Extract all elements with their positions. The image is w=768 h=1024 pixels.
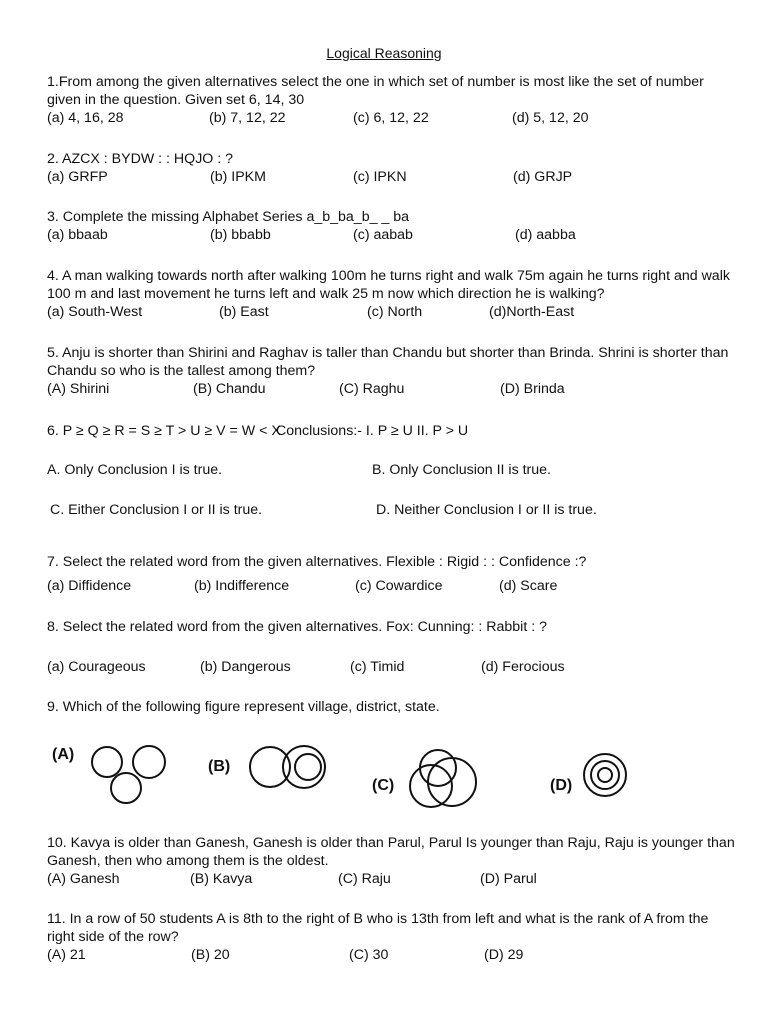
option-b[interactable]: (b) Indifference xyxy=(194,578,290,594)
circle xyxy=(111,773,141,803)
figure-a-label[interactable]: (A) xyxy=(52,746,75,763)
circle xyxy=(92,747,122,777)
figure-d-circles xyxy=(582,752,632,802)
options xyxy=(47,380,737,398)
question-text: 5. Anju is shorter than Shirini and Raghav is taller than Chandu but shorter than Brinda. Shrini is shorter than Chandu so who is the tallest among them? xyxy=(47,345,729,379)
question-text: 7. Select the related word from the given alternatives. Flexible : Rigid : : Confidence :? xyxy=(47,554,587,570)
question-10 xyxy=(47,834,737,888)
option-d[interactable]: (d) GRJP xyxy=(513,169,573,185)
option-a[interactable]: (A) 21 xyxy=(47,947,86,963)
option-a[interactable]: A. Only Conclusion I is true. xyxy=(47,462,223,478)
question-text: 4. A man walking towards north after walking 100m he turns right and walk 75m again he turns right and walk 100 m and last movement he turns left and walk 25 m now which direction he is walking? xyxy=(47,268,730,302)
option-c[interactable]: (C) Raju xyxy=(338,871,391,887)
figure-b-label[interactable]: (B) xyxy=(208,758,231,775)
question-text: 1.From among the given alternatives select the one in which set of number is most like the set of number given in the question. Given set 6, 14, 30 xyxy=(47,74,704,108)
question-text: 2. AZCX : BYDW : : HQJO : ? xyxy=(47,151,234,167)
circle xyxy=(295,754,321,780)
option-a[interactable]: (A) Ganesh xyxy=(47,871,120,887)
option-b[interactable]: (b) Dangerous xyxy=(200,659,291,675)
question-8-options xyxy=(47,658,737,676)
option-a[interactable]: (a) Diffidence xyxy=(47,578,132,594)
option-b[interactable]: (b) IPKM xyxy=(210,169,266,185)
option-c[interactable]: (c) Timid xyxy=(350,659,405,675)
option-b[interactable]: (b) 7, 12, 22 xyxy=(209,110,286,126)
option-c[interactable]: C. Either Conclusion I or II is true. xyxy=(50,502,263,518)
option-d[interactable]: (D) Brinda xyxy=(500,381,565,397)
options xyxy=(47,226,737,244)
option-b[interactable]: (B) Chandu xyxy=(193,381,266,397)
options xyxy=(47,109,737,127)
option-d[interactable]: (d) Scare xyxy=(499,578,558,594)
option-d[interactable]: (d) Ferocious xyxy=(481,659,565,675)
question-5 xyxy=(47,344,737,398)
question-11 xyxy=(47,910,737,964)
options xyxy=(47,168,737,186)
option-a[interactable]: (a) South-West xyxy=(47,304,143,320)
question-text: 11. In a row of 50 students A is 8th to the right of B who is 13th from left and what is the rank of A from the right side of the row? xyxy=(47,911,709,945)
page-title: Logical Reasoning xyxy=(326,45,442,61)
option-a[interactable]: (A) Shirini xyxy=(47,381,110,397)
option-a[interactable]: (a) bbaab xyxy=(47,227,108,243)
question-8-text: 8. Select the related word from the given alternatives. Fox: Cunning: : Rabbit : ? xyxy=(47,619,547,635)
option-c[interactable]: (C) Raghu xyxy=(339,381,405,397)
option-a[interactable]: (a) Courageous xyxy=(47,659,146,675)
question-7 xyxy=(47,553,737,595)
question-4 xyxy=(47,267,737,321)
options xyxy=(47,946,737,964)
option-c[interactable]: (c) Cowardice xyxy=(355,578,443,594)
option-d[interactable]: D. Neither Conclusion I or II is true. xyxy=(376,502,597,518)
question-2 xyxy=(47,150,737,186)
option-c[interactable]: (c) aabab xyxy=(353,227,413,243)
question-1 xyxy=(47,73,737,127)
circle xyxy=(598,768,612,782)
option-d[interactable]: (D) Parul xyxy=(480,871,537,887)
question-9-text: 9. Which of the following figure represent village, district, state. xyxy=(47,699,440,715)
option-b[interactable]: (b) bbabb xyxy=(210,227,271,243)
option-c[interactable]: (C) 30 xyxy=(349,947,389,963)
figure-c-label[interactable]: (C) xyxy=(372,777,395,794)
options xyxy=(47,658,737,676)
question-6-text: 6. P ≥ Q ≥ R = S ≥ T > U ≥ V = W < X xyxy=(47,423,281,439)
option-c[interactable]: (c) IPKN xyxy=(353,169,407,185)
figure-c-circles xyxy=(404,748,484,810)
option-b[interactable]: (b) East xyxy=(219,304,269,320)
option-c[interactable]: (c) North xyxy=(367,304,423,320)
question-text: 3. Complete the missing Alphabet Series a_b_ba_b_ _ ba xyxy=(47,209,410,225)
circle xyxy=(591,761,619,789)
option-d[interactable]: (d) 5, 12, 20 xyxy=(512,110,589,126)
question-text: 10. Kavya is older than Ganesh, Ganesh is older than Parul, Parul Is younger than Raju, Raju is younger than Ganesh, then who among them is the oldest. xyxy=(47,835,735,869)
question-3 xyxy=(47,208,737,244)
option-b[interactable]: B. Only Conclusion II is true. xyxy=(372,462,551,478)
options xyxy=(47,303,737,321)
circle xyxy=(133,746,165,778)
question-6-conclusions: Conclusions:- I. P ≥ U II. P > U xyxy=(276,423,469,439)
option-b[interactable]: (B) Kavya xyxy=(190,871,253,887)
option-d[interactable]: (d)North-East xyxy=(489,304,575,320)
options xyxy=(47,870,737,888)
option-d[interactable]: (D) 29 xyxy=(484,947,524,963)
figure-d-label[interactable]: (D) xyxy=(550,777,573,794)
figure-a-circles xyxy=(85,740,175,805)
option-a[interactable]: (a) 4, 16, 28 xyxy=(47,110,124,126)
option-b[interactable]: (B) 20 xyxy=(191,947,230,963)
option-d[interactable]: (d) aabba xyxy=(515,227,576,243)
options xyxy=(47,577,737,595)
option-c[interactable]: (c) 6, 12, 22 xyxy=(353,110,429,126)
option-a[interactable]: (a) GRFP xyxy=(47,169,108,185)
figure-b-circles xyxy=(245,743,335,793)
